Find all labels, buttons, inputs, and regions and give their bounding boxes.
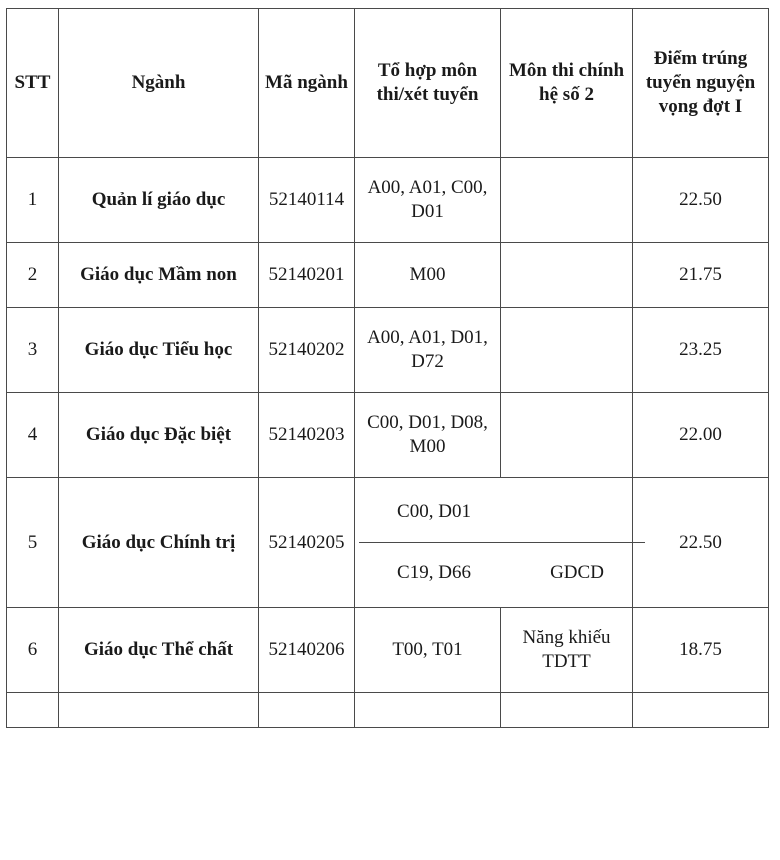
cell-ma-nganh: 52140114 [259,158,355,243]
cell-group-to-hop-mon-thi [355,478,633,608]
table-header [7,9,769,158]
cell-mon-thi-chinh [501,243,633,308]
nested-subject-table [359,482,645,603]
cell-stt: 4 [7,393,59,478]
cell-stt [7,693,59,728]
table-header-row [7,9,769,158]
column-header-mon-thi-chinh: Môn thi chính hệ số 2 [501,9,633,158]
cell-to-hop-mon: C19, D66 [397,562,471,584]
cell-diem-trung-tuyen [633,693,769,728]
table-row [7,243,769,308]
cell-diem-trung-tuyen: 21.75 [633,243,769,308]
column-header-diem-trung-tuyen: Điểm trúng tuyển nguyện vọng đợt I [633,9,769,158]
column-header-stt: STT [7,9,59,158]
cell-diem-trung-tuyen: 23.25 [633,308,769,393]
table-body [7,158,769,728]
cell-ma-nganh [259,693,355,728]
cell-nganh: Giáo dục Mầm non [59,243,259,308]
cell-stt: 6 [7,608,59,693]
cell-nganh [59,693,259,728]
cell-mon-thi-chinh: GDCD [550,562,604,584]
cell-nganh: Giáo dục Chính trị [59,478,259,608]
cell-ma-nganh: 52140203 [259,393,355,478]
cell-diem-trung-tuyen: 18.75 [633,608,769,693]
cell-nganh: Giáo dục Đặc biệt [59,393,259,478]
cell-nganh: Giáo dục Tiểu học [59,308,259,393]
table-row-partial [7,693,769,728]
cell-ma-nganh: 52140201 [259,243,355,308]
cell-to-hop-mon: A00, A01, C00, D01 [355,158,501,243]
cell-stt: 2 [7,243,59,308]
cell-to-hop-mon: C00, D01, D08, M00 [355,393,501,478]
cell-to-hop-mon [355,693,501,728]
cell-ma-nganh: 52140205 [259,478,355,608]
nested-row [359,543,645,604]
cell-mon-thi-chinh [509,482,645,543]
cell-mon-thi-chinh [501,393,633,478]
table-row [7,478,769,608]
cell-to-hop-mon: M00 [355,243,501,308]
cell-mon-thi-chinh [501,693,633,728]
table-row [7,393,769,478]
cell-nganh: Quản lí giáo dục [59,158,259,243]
column-header-ma-nganh: Mã ngành [259,9,355,158]
table-row [7,608,769,693]
table-row [7,158,769,243]
cell-mon-thi-chinh: Năng khiếu TDTT [501,608,633,693]
cell-diem-trung-tuyen: 22.00 [633,393,769,478]
column-header-nganh: Ngành [59,9,259,158]
cell-to-hop-mon: T00, T01 [355,608,501,693]
column-header-to-hop-mon: Tổ hợp môn thi/xét tuyển [355,9,501,158]
nested-row [359,482,645,543]
cell-nganh: Giáo dục Thể chất [59,608,259,693]
cell-mon-thi-chinh [501,158,633,243]
cell-diem-trung-tuyen: 22.50 [633,158,769,243]
cell-to-hop-mon: C00, D01 [359,482,509,543]
table-row [7,308,769,393]
cell-to-hop-mon: A00, A01, D01, D72 [355,308,501,393]
cell-mon-thi-chinh [501,308,633,393]
cell-stt: 5 [7,478,59,608]
cell-diem-trung-tuyen: 22.50 [633,478,769,608]
cell-ma-nganh: 52140202 [259,308,355,393]
cell-ma-nganh: 52140206 [259,608,355,693]
admissions-score-table [6,8,769,728]
cell-stt: 1 [7,158,59,243]
cell-stt: 3 [7,308,59,393]
